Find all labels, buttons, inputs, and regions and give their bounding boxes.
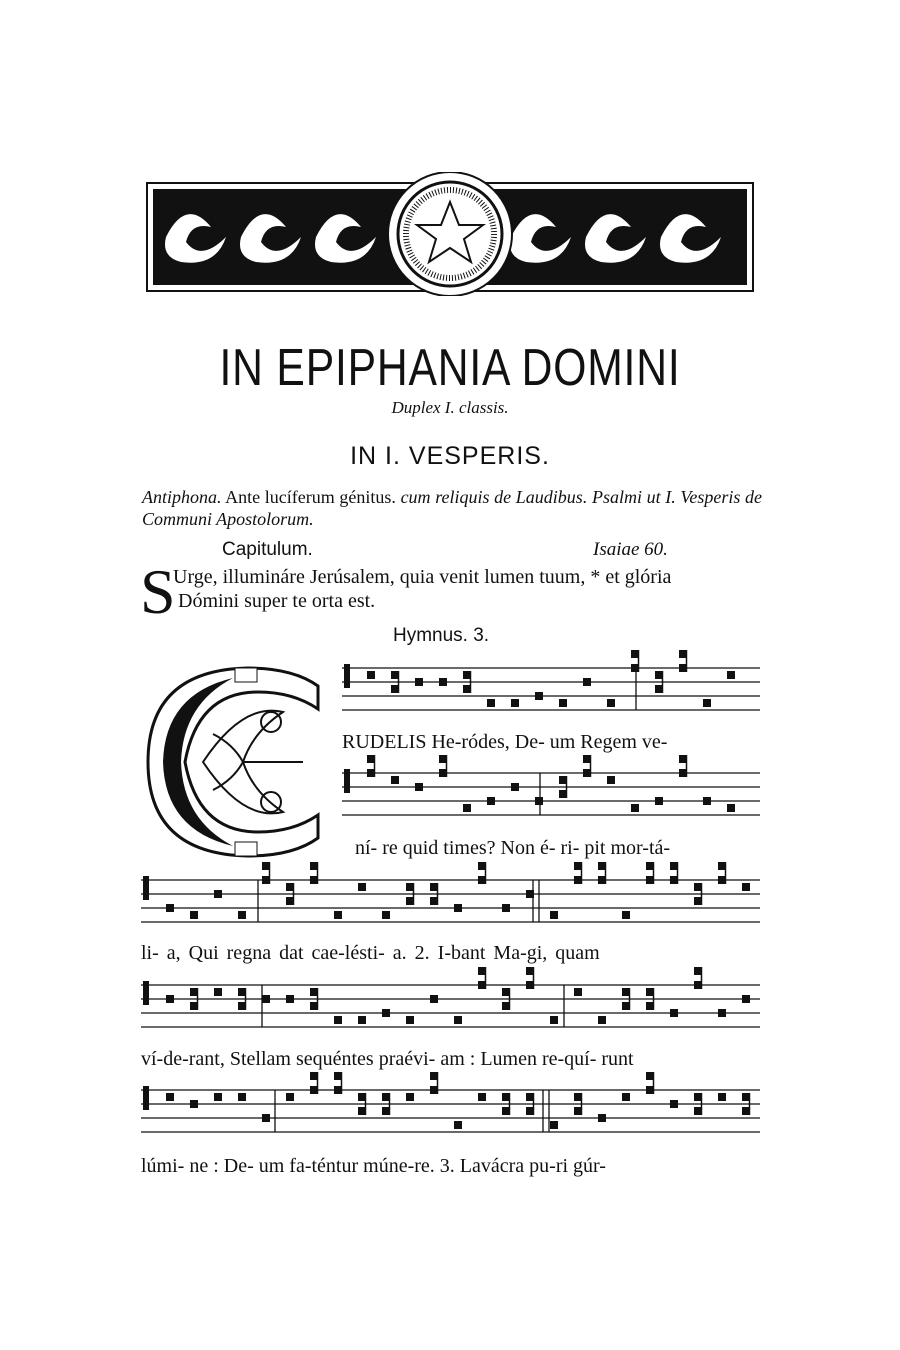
neume — [439, 678, 447, 686]
neume — [358, 883, 366, 891]
neume — [670, 1009, 678, 1017]
neume — [391, 776, 399, 784]
neume — [454, 1016, 462, 1024]
neume — [550, 1016, 558, 1024]
neume — [607, 776, 615, 784]
neume — [742, 883, 750, 891]
c-clef — [143, 1086, 149, 1110]
neume — [487, 699, 495, 707]
capitulum-line-2: Dómini super te orta est. — [178, 590, 376, 612]
drop-cap-s: S — [140, 556, 176, 627]
c-clef — [344, 769, 350, 793]
c-clef — [143, 981, 149, 1005]
neume — [214, 1093, 222, 1101]
neume — [703, 699, 711, 707]
capitulum-line-1: Urge, illumináre Jerúsalem, quia venit lumen tuum, * et glória — [173, 566, 672, 588]
neume — [463, 804, 471, 812]
neume — [238, 911, 246, 919]
neume — [550, 1121, 558, 1129]
neume — [430, 995, 438, 1003]
neume — [214, 988, 222, 996]
neume — [703, 797, 711, 805]
neume — [718, 1009, 726, 1017]
neume — [166, 904, 174, 912]
neume — [166, 1093, 174, 1101]
neume — [262, 995, 270, 1003]
antiphona-text: Ante lucíferum génitus. — [225, 487, 396, 507]
neume — [631, 804, 639, 812]
section-heading: IN I. VESPERIS. — [350, 442, 550, 470]
neume — [415, 783, 423, 791]
capitulum-reference: Isaiae 60. — [593, 539, 668, 560]
neume — [526, 890, 534, 898]
neume — [262, 1114, 270, 1122]
neume — [334, 1016, 342, 1024]
neume — [190, 911, 198, 919]
neume — [622, 911, 630, 919]
page-title: IN EPIPHANIA DOMINI — [219, 339, 681, 397]
neume — [286, 1093, 294, 1101]
neume — [583, 678, 591, 686]
neume — [487, 797, 495, 805]
neume — [535, 797, 543, 805]
neume — [214, 890, 222, 898]
neume — [511, 783, 519, 791]
neume — [535, 692, 543, 700]
neume — [454, 1121, 462, 1129]
neume — [406, 1093, 414, 1101]
staff-5 — [141, 1072, 760, 1132]
lyric-line-4: ví-de-rant, Stellam sequéntes praévi- am : Lumen re-quí- runt — [141, 1048, 634, 1070]
neume — [478, 1093, 486, 1101]
neume — [190, 1100, 198, 1108]
neume — [742, 995, 750, 1003]
neume — [358, 1016, 366, 1024]
neume — [727, 671, 735, 679]
neume — [511, 699, 519, 707]
neume — [334, 911, 342, 919]
staff-2 — [342, 755, 760, 815]
feast-rank: Duplex I. classis. — [391, 398, 509, 417]
neume — [574, 988, 582, 996]
lyric-line-3: li- a, Qui regna dat cae-lésti- a. 2. I-bant Ma-gi, quam — [141, 942, 600, 964]
lyric-line-2: ní- re quid times? Non é- ri- pit mor-tá- — [355, 837, 671, 859]
neume — [598, 1114, 606, 1122]
neume — [598, 1016, 606, 1024]
lyric-line-5: lúmi- ne : De- um fa-téntur múne-re. 3. Lavácra pu-ri gúr- — [141, 1155, 606, 1177]
neume — [454, 904, 462, 912]
neume — [655, 797, 663, 805]
neume — [670, 1100, 678, 1108]
antiphona-label: Antiphona. — [142, 487, 222, 507]
neume — [502, 904, 510, 912]
neume — [559, 699, 567, 707]
neume — [550, 911, 558, 919]
neume — [382, 911, 390, 919]
staff-3 — [141, 862, 760, 922]
neume — [166, 995, 174, 1003]
staff-4 — [141, 967, 760, 1027]
antiphona-note: cum reliquis de Laudibus. Psalmi ut I. Vesperis de Communi Apostolorum. — [142, 487, 763, 529]
neume — [286, 995, 294, 1003]
neume — [607, 699, 615, 707]
capitulum-label: Capitulum. — [222, 539, 313, 560]
hymnus-label: Hymnus. 3. — [393, 625, 490, 646]
neume — [406, 1016, 414, 1024]
neume — [718, 1093, 726, 1101]
lyric-line-1: RUDELIS He-ródes, De- um Regem ve- — [342, 731, 668, 753]
neume — [367, 671, 375, 679]
staff-1 — [342, 650, 760, 710]
neume — [622, 1093, 630, 1101]
neume — [382, 1009, 390, 1017]
c-clef — [143, 876, 149, 900]
neume — [415, 678, 423, 686]
neume — [238, 1093, 246, 1101]
neume — [727, 804, 735, 812]
c-clef — [344, 664, 350, 688]
